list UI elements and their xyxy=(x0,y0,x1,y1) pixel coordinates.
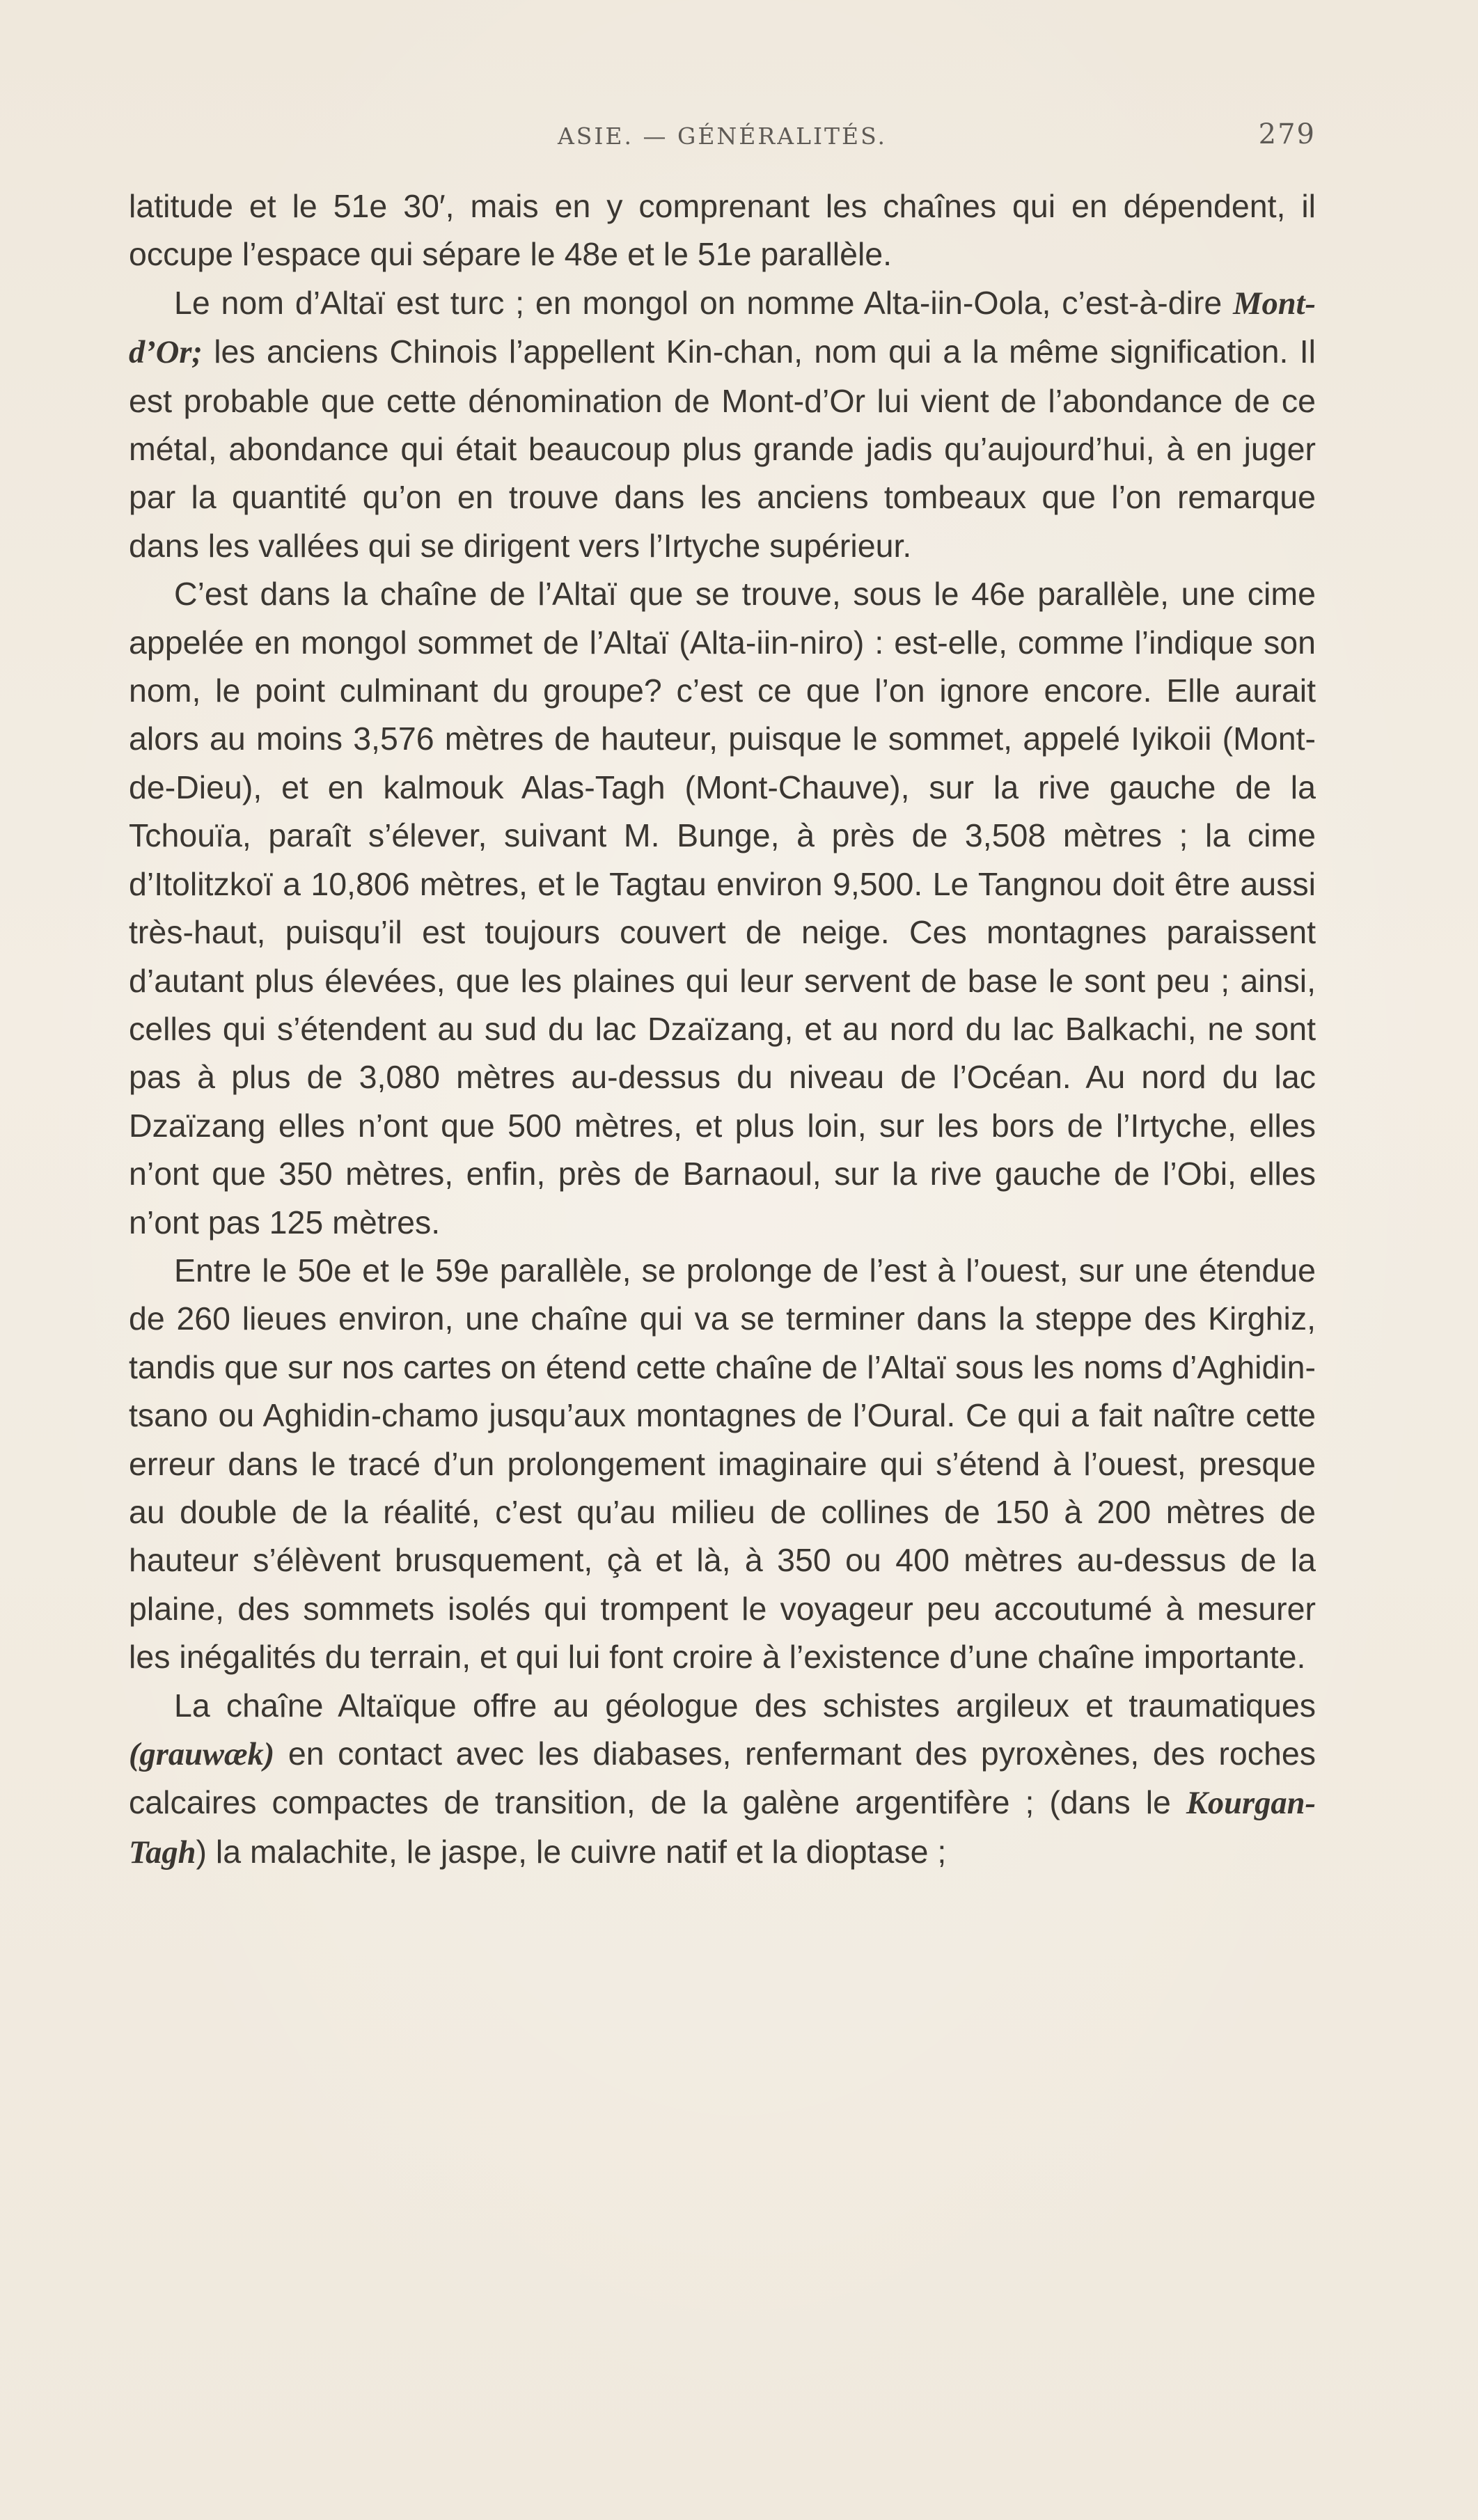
paragraph-text: Entre le 50e et le 59e parallèle, se prolonge de l’est à l’ouest, sur une étendue de 260 lieues environ, une chaîne qui va se terminer dans la steppe des Kirghiz, tandis que sur nos cartes on étend cette chaîne de l’Altaï sous les noms d’Aghidin-tsano ou Aghidin-chamo jusqu’aux montagnes de l’Oural. Ce qui a fait naître cette erreur dans le tracé d’un prolongement imaginaire qui s’étend à l’ouest, presque au double de la réalité, c’est qu’au milieu de collines de 150 à 200 mètres de hauteur s’élèvent brusquement, çà et là, à 350 ou 400 mètres au-dessus de la plaine, des sommets isolés qui trompent le voyageur peu accoutumé à mesurer les inégalités du terrain, et qui lui font croire à l’existence d’une chaîne importante. xyxy=(129,1252,1316,1676)
paragraph-text: La chaîne Altaïque offre au géologue des schistes argileux et traumatiques xyxy=(174,1687,1316,1724)
paragraph-altai-summit xyxy=(129,570,1316,1247)
italic-term: (grauwæk) xyxy=(129,1737,275,1772)
paragraph-text: en contact avec les diabases, renfermant des pyroxènes, des roches calcaires compactes de transition, de la galène argentifère ; (dans le xyxy=(129,1735,1316,1821)
paragraph-text: les anciens Chinois l’appellent Kin-chan, nom qui a la même signification. Il est probable que cette dénomination de Mont-d’Or lui vient de l’abondance de ce métal, abondance qui était beaucoup plus grande jadis qu’aujourd’hui, à en juger par la quantité qu’on en trouve dans les anciens tombeaux que l’on remarque dans les vallées qui se dirigent vers l’Irtyche supérieur. xyxy=(129,333,1316,564)
italic-term: Mont-d’Or; xyxy=(129,285,1316,371)
italic-place-name: Kourgan-Tagh xyxy=(129,1786,1316,1871)
paragraph-text: Le nom d’Altaï est turc ; en mongol on nomme Alta-iin-Oola, c’est-à-dire xyxy=(174,284,1234,321)
page-number: 279 xyxy=(1258,118,1316,150)
paragraph-geology xyxy=(129,1682,1316,1877)
paragraph-text: ) la malachite, le jaspe, le cuivre natif et la dioptase ; xyxy=(196,1833,947,1870)
paragraph-continuation xyxy=(129,182,1316,279)
running-head: ASIE. — GÉNÉRALITÉS. xyxy=(557,123,888,150)
paragraph-altai-name xyxy=(129,279,1316,570)
paragraph-chain-extension xyxy=(129,1247,1316,1682)
page-header xyxy=(129,118,1316,160)
body-text xyxy=(129,182,1316,1877)
paragraph-text: C’est dans la chaîne de l’Altaï que se trouve, sous le 46e parallèle, une cime appelée en mongol sommet de l’Altaï (Alta-iin-niro) : est-elle, comme l’indique son nom, le point culminant du groupe? c’est ce que l’on ignore encore. Elle aurait alors au moins 3,576 mètres de hauteur, puisque le sommet, appelé Iyikoii (Mont-de-Dieu), et en kalmouk Alas-Tagh (Mont-Chauve), sur la rive gauche de la Tchouïa, paraît s’élever, suivant M. Bunge, à près de 3,508 mètres ; la cime d’Itolitzkoï a 10,806 mètres, et le Tagtau environ 9,500. Le Tangnou doit être aussi très-haut, puisqu’il est toujours couvert de neige. Ces montagnes paraissent d’autant plus élevées, que les plaines qui leur servent de base le sont peu ; ainsi, celles qui s’étendent au sud du lac Dzaïzang, et au nord du lac Balkachi, ne sont pas à plus de 3,080 mètres au-dessus du niveau de l’Océan. Au nord du lac Dzaïzang elles n’ont que 500 mètres, et plus loin, sur les bors de l’Irtyche, elles n’ont que 350 mètres, enfin, près de Barnaoul, sur la rive gauche de l’Obi, elles n’ont pas 125 mètres. xyxy=(129,576,1316,1241)
paragraph-text: latitude et le 51e 30′, mais en y comprenant les chaînes qui en dépendent, il occupe l’espace qui sépare le 48e et le 51e parallèle. xyxy=(129,188,1316,273)
